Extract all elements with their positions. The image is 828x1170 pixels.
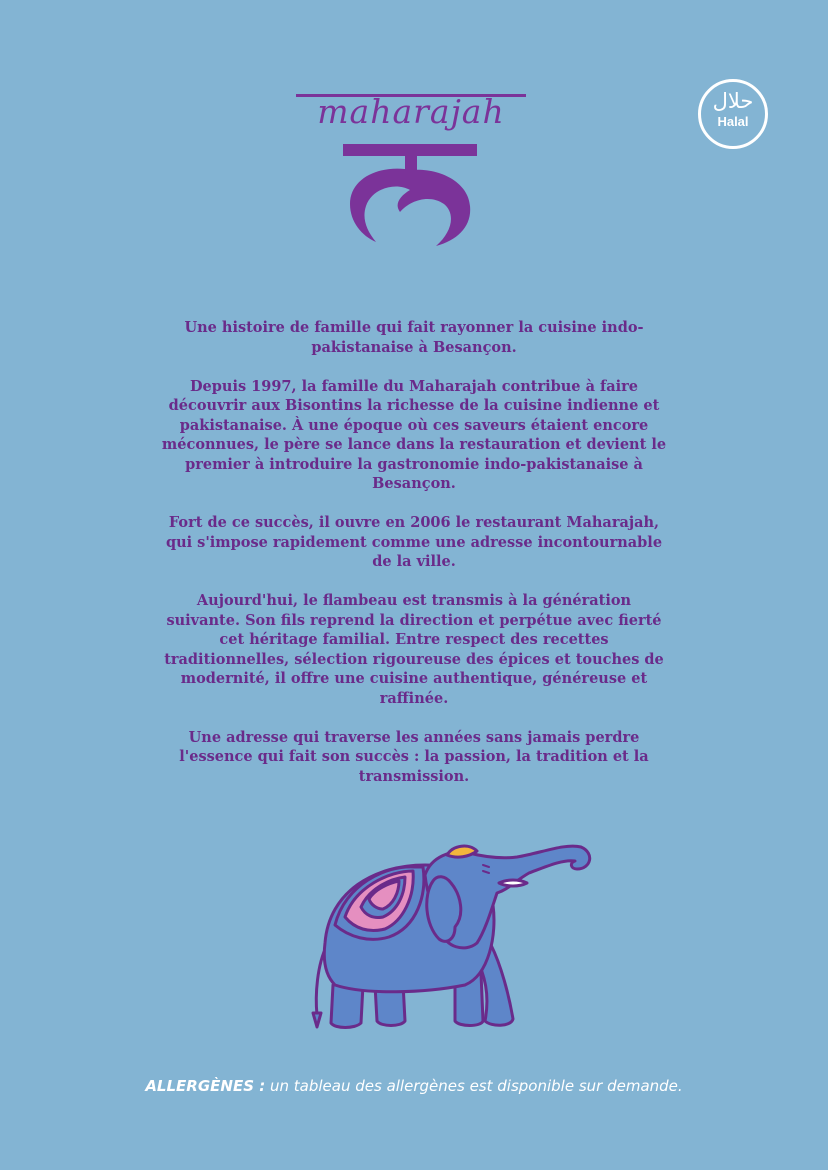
story-paragraph-founding: Depuis 1997, la famille du Maharajah contribue à faire découvrir aux Bisontins la richesse de la cuisine indienne et pakistanaise. À une époque où ces saveurs étaient encore méconnues, le père se lance dans la restauration et devient le premier à introduire la gastronomie indo-pakistanaise à Besançon. <box>161 377 667 492</box>
story-paragraph-restaurant: Fort de ce succès, il ouvre en 2006 le restaurant Maharajah, qui s'impose rapidement comme une adresse incontournable de la ville. <box>165 514 663 570</box>
story-paragraph-today: Aujourd'hui, le flambeau est transmis à la génération suivante. Son fils reprend la direction et perpétue avec fierté cet héritage familial. Entre respect des recettes traditionnelles, sélection rigoureuse des épices et touches de modernité, il offre une cuisine authentique, généreuse et raffinée. <box>164 592 664 707</box>
story-paragraph-closing: Une adresse qui traverse les années sans jamais perdre l'essence qui fait son succès : la passion, la tradition et la transmission. <box>179 728 649 785</box>
allergens-text: un tableau des allergènes est disponible sur demande. <box>265 1077 683 1095</box>
brand-glyph-icon <box>340 142 480 247</box>
halal-badge <box>698 79 768 149</box>
brand-name: maharajah <box>317 92 505 131</box>
halal-label: Halal <box>717 114 749 129</box>
brand-logo-wordmark <box>296 88 526 132</box>
story-intro: Une histoire de famille qui fait rayonner la cuisine indo-pakistanaise à Besançon. <box>184 319 644 356</box>
elephant-icon <box>305 835 595 1035</box>
restaurant-story <box>160 318 668 806</box>
halal-arabic-text: حلال <box>712 89 754 113</box>
allergens-label: ALLERGÈNES : <box>145 1077 266 1095</box>
allergens-notice <box>0 1077 828 1095</box>
